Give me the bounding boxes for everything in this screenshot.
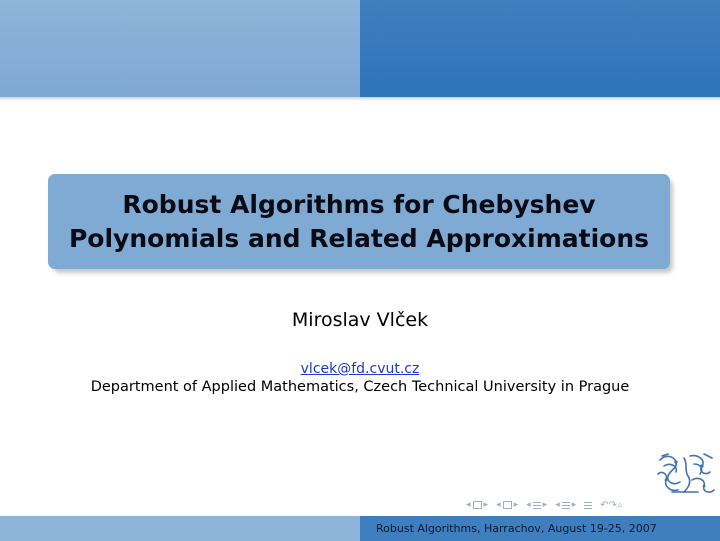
nav-section-icon[interactable]: ◂ ▸ <box>526 500 548 510</box>
university-logo-icon <box>654 452 716 497</box>
beamer-navigation-symbols <box>466 498 629 512</box>
nav-subsection-list-icon[interactable]: ◂ ▸ <box>555 500 577 510</box>
institute: Department of Applied Mathematics, Czech Technical University in Prague <box>90 379 630 395</box>
nav-subsection-icon[interactable]: ◂ ▸ <box>496 500 519 510</box>
title-box <box>48 174 670 269</box>
header-shadow <box>0 97 720 101</box>
email-link[interactable]: vlcek@fd.cvut.cz <box>300 361 420 377</box>
author-name: Miroslav Vlček <box>291 309 429 331</box>
footer <box>0 516 720 541</box>
header-right-panel <box>360 0 720 97</box>
slide-title <box>69 188 649 256</box>
nav-document-icon[interactable] <box>584 502 592 509</box>
title-line-1: Robust Algorithms for Chebyshev <box>122 189 596 219</box>
footer-title: Robust Algorithms, Harrachov, August 19-25, 2007 <box>376 522 657 535</box>
footer-right-panel <box>360 516 720 541</box>
footer-left-panel <box>0 516 360 541</box>
title-line-2: Polynomials and Related Approximations <box>68 223 650 253</box>
email-link-wrapper <box>0 361 720 377</box>
header <box>0 0 720 97</box>
nav-search-icon[interactable]: ↶↷⌕ <box>600 499 623 511</box>
nav-frame-icon[interactable]: ◂ ▸ <box>466 500 489 510</box>
header-left-panel <box>0 0 360 97</box>
